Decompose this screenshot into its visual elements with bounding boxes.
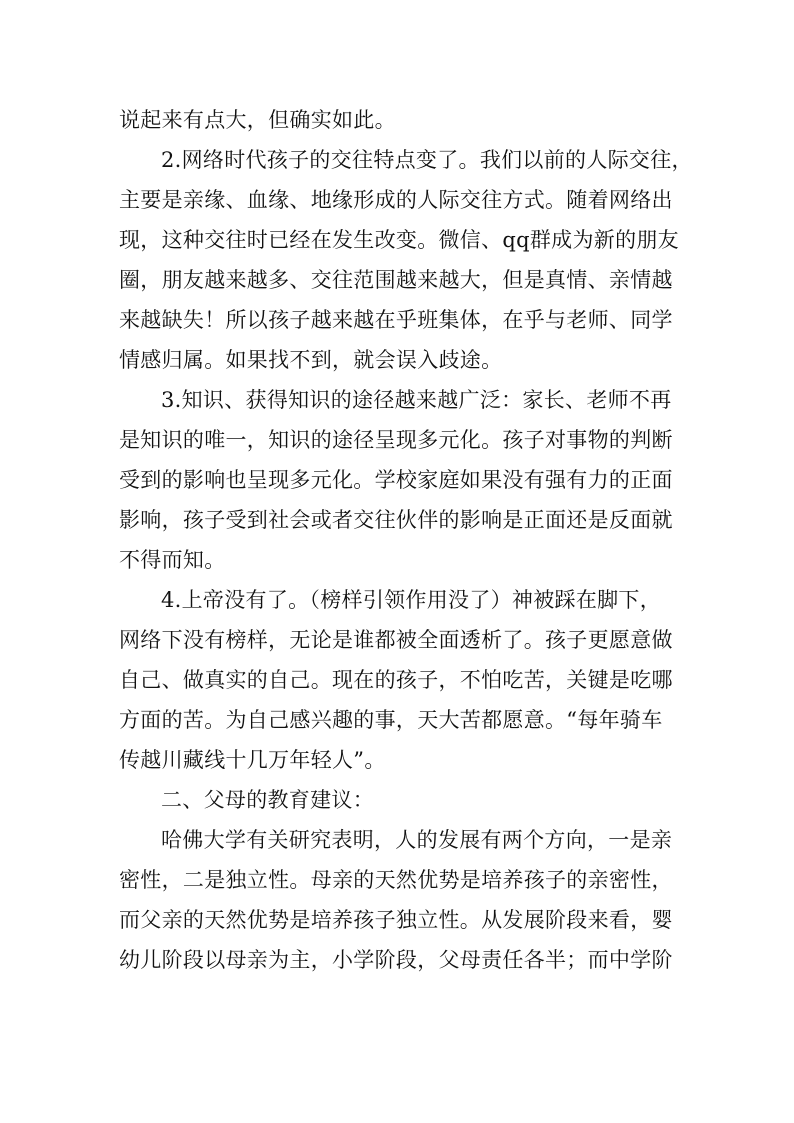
paragraph-first-line: 2.网络时代孩子的交往特点变了。我们以前的人际交往， [161, 148, 693, 172]
section-heading: 二、父母的教育建议： [161, 788, 374, 812]
text-line: 来越缺失！所以孩子越来越在乎班集体，在乎与老师、同学 [119, 308, 673, 332]
text-line: 传越川藏线十几万年轻人”。 [119, 748, 386, 772]
text-line: 受到的影响也呈现多元化。学校家庭如果没有强有力的正面 [119, 468, 673, 492]
text-line: 密性，二是独立性。母亲的天然优势是培养孩子的亲密性， [119, 868, 673, 892]
text-line: 网络下没有榜样，无论是谁都被全面透析了。孩子更愿意做 [119, 628, 673, 652]
paragraph-first-line: 4.上帝没有了。（榜样引领作用没了）神被踩在脚下， [161, 588, 662, 612]
text-line: 主要是亲缘、血缘、地缘形成的人际交往方式。随着网络出 [119, 188, 673, 212]
text-line: 是知识的唯一，知识的途径呈现多元化。孩子对事物的判断 [119, 428, 673, 452]
text-line: 影响，孩子受到社会或者交往伙伴的影响是正面还是反面就 [119, 508, 673, 532]
paragraph-first-line: 哈佛大学有关研究表明，人的发展有两个方向，一是亲 [161, 828, 673, 852]
text-line: 自己、做真实的自己。现在的孩子，不怕吃苦，关键是吃哪 [119, 668, 673, 692]
text-line: 而父亲的天然优势是培养孩子独立性。从发展阶段来看，婴 [119, 908, 673, 932]
paragraph-first-line: 3.知识、获得知识的途径越来越广泛：家长、老师不再 [161, 388, 672, 412]
text-line: 说起来有点大，但确实如此。 [119, 108, 396, 132]
text-line: 方面的苦。为自己感兴趣的事，天大苦都愿意。“每年骑车 [119, 708, 663, 732]
text-line: 现，这种交往时已经在发生改变。微信、qq群成为新的朋友 [119, 228, 679, 252]
text-line: 圈，朋友越来越多、交往范围越来越大，但是真情、亲情越 [119, 268, 673, 292]
text-line: 幼儿阶段以母亲为主，小学阶段，父母责任各半；而中学阶 [119, 948, 673, 972]
text-line: 情感归属。如果找不到，就会误入歧途。 [119, 348, 503, 372]
text-line: 不得而知。 [119, 548, 226, 572]
